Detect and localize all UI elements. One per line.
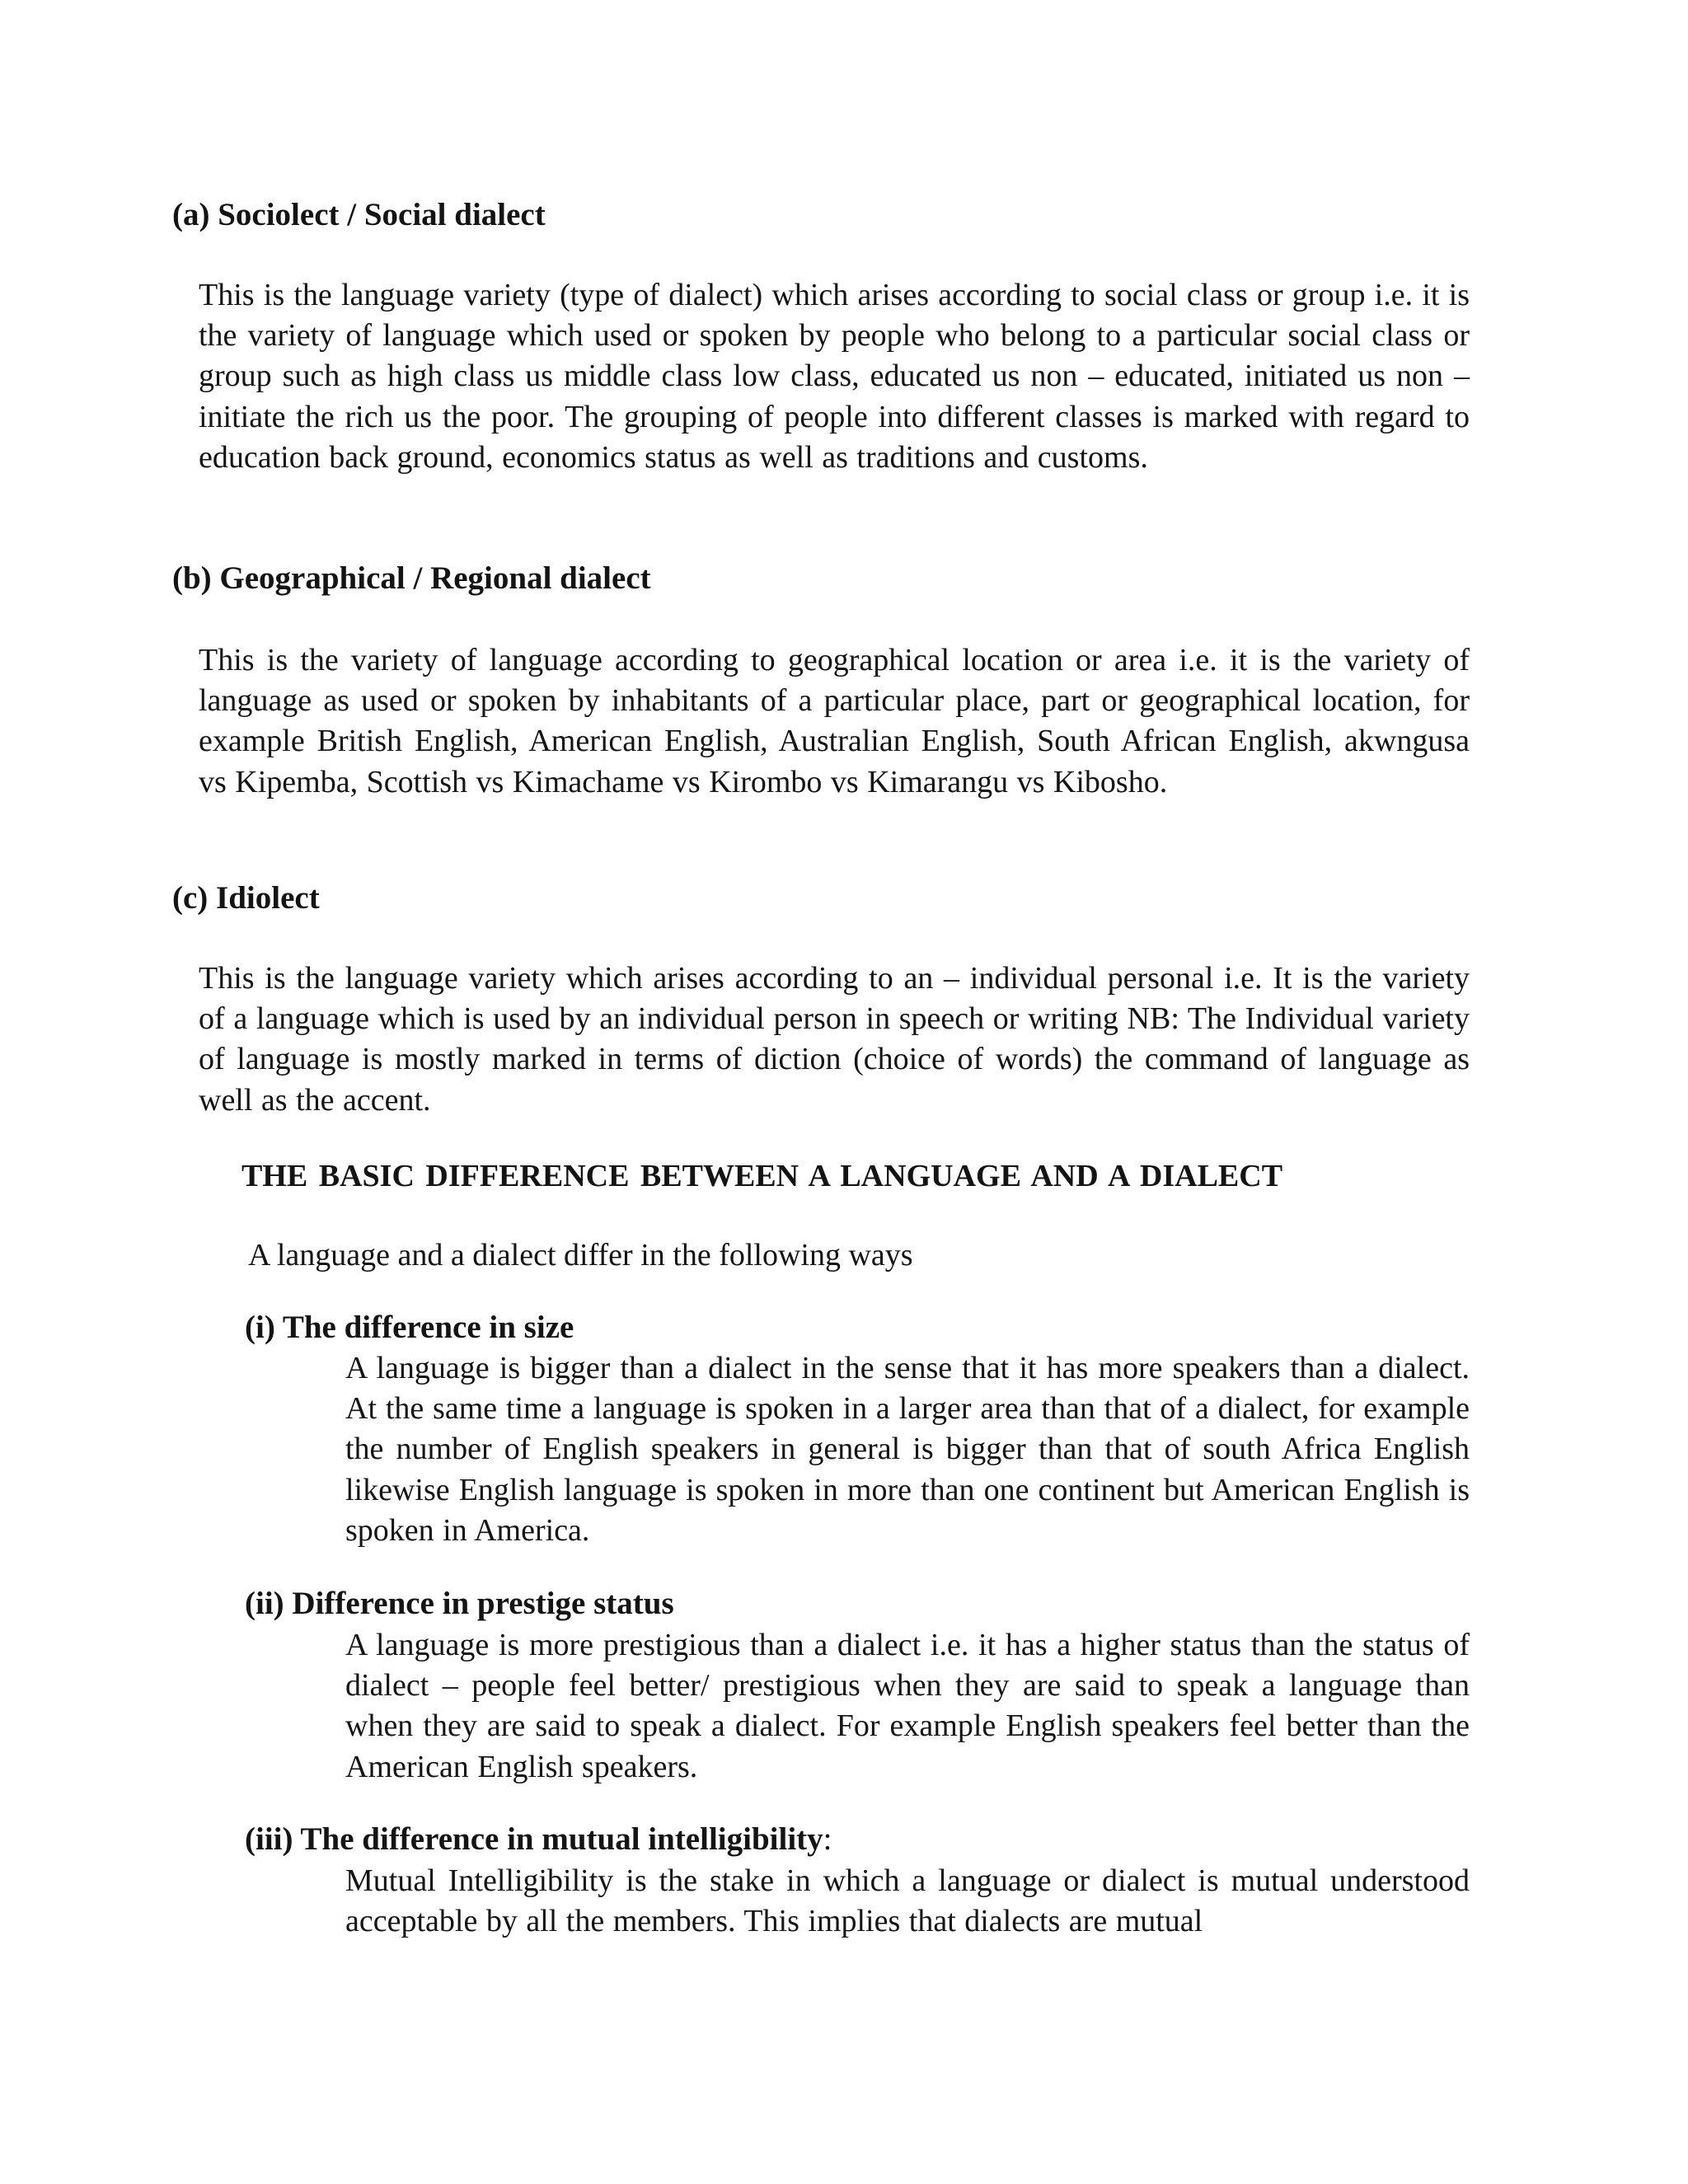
heading-difference-prestige: (ii) Difference in prestige status: [245, 1586, 674, 1621]
paragraph-difference-size: A language is bigger than a dialect in the sense that it has more speakers than a dialect. At the same time a language is spoken in a larger area than that of a dialect, for example the number of English speakers in general is bigger than that of south Africa English likewise English language is spoken in more than one continent but American English is spoken in America.: [345, 1351, 1470, 1548]
heading-basic-difference: THE BASIC DIFFERENCE BETWEEN A LANGUAGE AND A DIALECT: [241, 1159, 1283, 1193]
heading-difference-intelligibility: [245, 1819, 832, 1860]
paragraph-sociolect: This is the language variety (type of dialect) which arises according to social class or group i.e. it is the variety of language which used or spoken by people who belong to a particular social class or group such as high class us middle class low class, educated us non – educated, initiated us non – initiate the rich us the poor. The grouping of people into different classes is marked with regard to education back ground, economics status as well as traditions and customs.: [199, 278, 1470, 475]
paragraph-idiolect: This is the language variety which arises according to an – individual personal i.e. It is the variety of a language which is used by an individual person in speech or writing NB: The Individual variety of language is mostly marked in terms of diction (choice of words) the command of language as well as the accent.: [199, 961, 1470, 1118]
paragraph-regional-dialect: This is the variety of language according to geographical location or area i.e. it is the variety of language as used or spoken by inhabitants of a particular place, part or geographical location, for example British English, American English, Australian English, South African English, akwngusa vs Kipemba, Scottish vs Kimachame vs Kirombo vs Kimarangu vs Kibosho.: [199, 643, 1470, 799]
paragraph-difference-intelligibility: Mutual Intelligibility is the stake in which a language or dialect is mutual understood acceptable by all the members. This implies that dialects are mutual: [345, 1863, 1470, 1939]
heading-colon: :: [823, 1821, 832, 1857]
heading-idiolect: (c) Idiolect: [172, 880, 320, 916]
paragraph-difference-prestige: A language is more prestigious than a dialect i.e. it has a higher status than the status of dialect – people feel better/ prestigious when they are said to speak a language than when they are said to speak a dialect. For example English speakers feel better than the American English speakers.: [345, 1628, 1470, 1784]
heading-difference-size: (i) The difference in size: [245, 1310, 574, 1345]
intro-sentence: A language and a dialect differ in the following ways: [248, 1238, 913, 1272]
heading-sociolect: (a) Sociolect / Social dialect: [172, 197, 546, 232]
heading-regional-dialect: (b) Geographical / Regional dialect: [172, 560, 651, 596]
heading-intelligibility-text: (iii) The difference in mutual intelligibility: [245, 1821, 823, 1857]
